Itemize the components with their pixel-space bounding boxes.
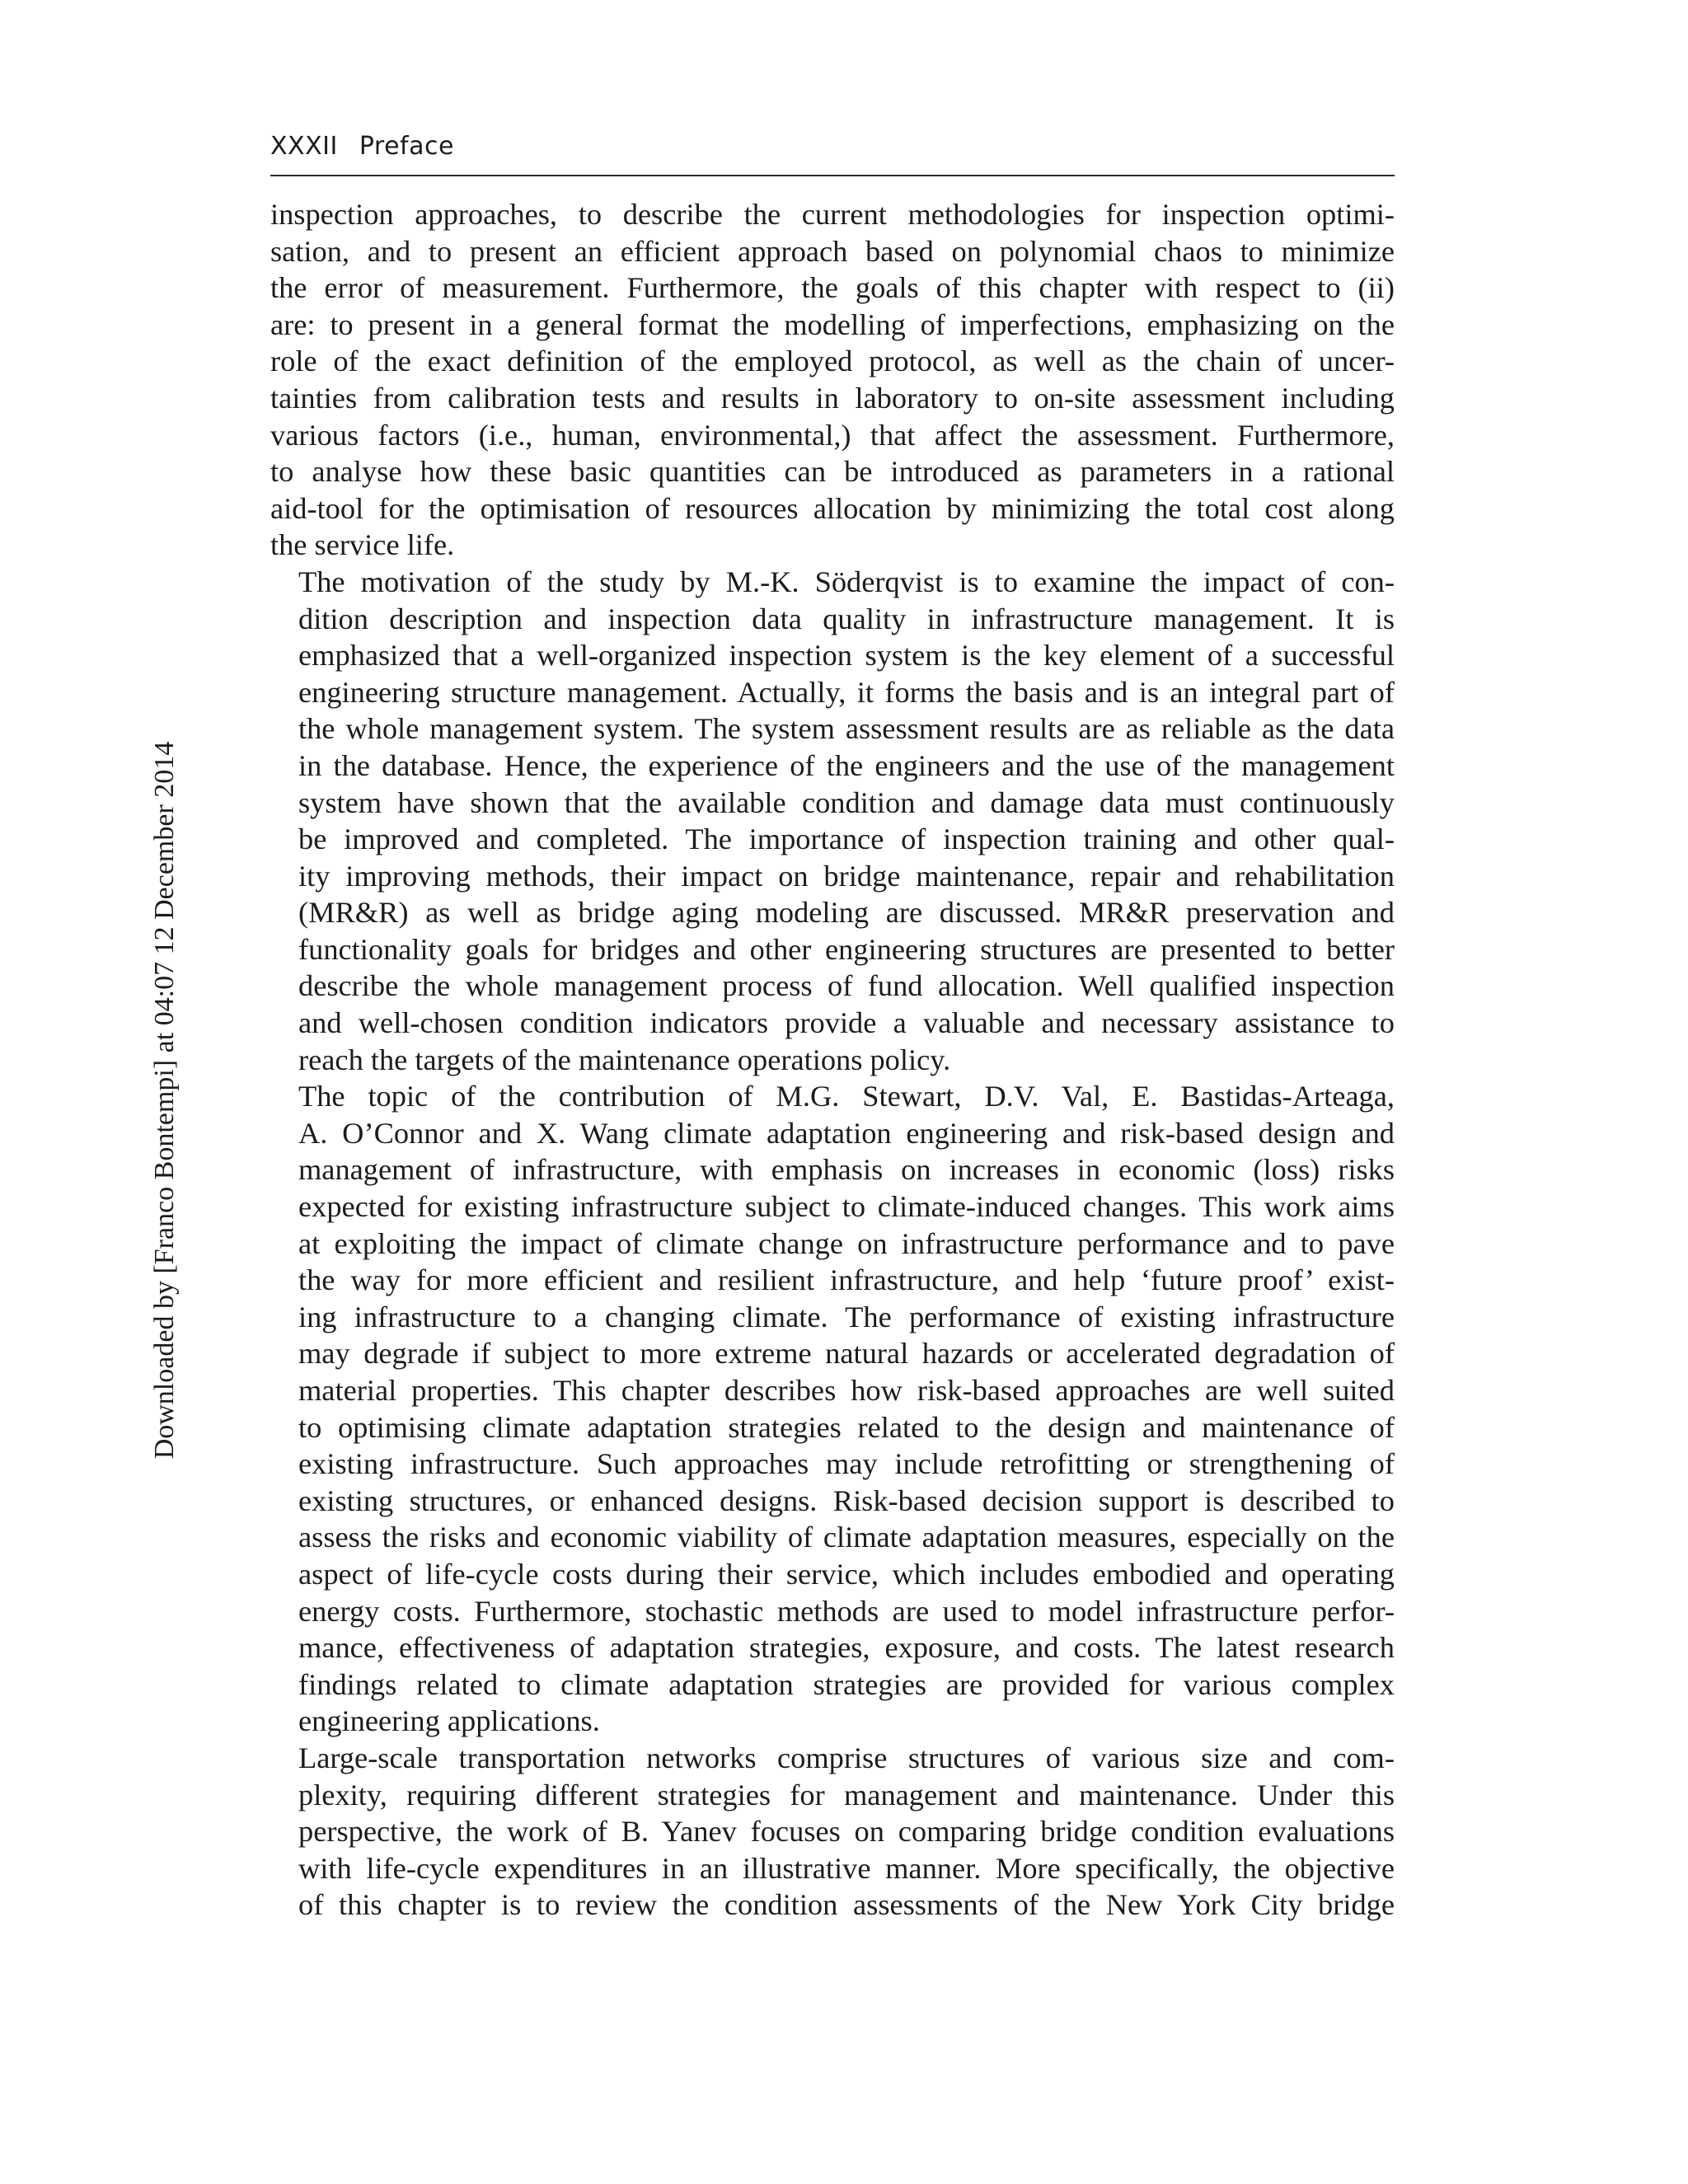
text-line: (MR&R) as well as bridge aging modeling are discussed. MR&R preservation and	[298, 896, 1395, 930]
text-line: the way for more efficient and resilient infrastructure, and help ‘future proof’ exist-	[298, 1263, 1395, 1297]
text-line: emphasized that a well-organized inspection system is the key element of a successful	[298, 639, 1395, 673]
text-line: engineering structure management. Actually, it forms the basis and is an integral part of	[298, 675, 1395, 709]
text-line: A. O’Connor and X. Wang climate adaptation engineering and risk-based design and	[298, 1116, 1395, 1150]
text-line: existing structures, or enhanced designs. Risk-based decision support is described to	[298, 1483, 1395, 1517]
text-line: The motivation of the study by M.-K. Söderqvist is to examine the impact of con-	[298, 565, 1395, 598]
text-line: aspect of life-cycle costs during their service, which includes embodied and operating	[298, 1557, 1395, 1591]
paragraph-continuation	[270, 196, 1395, 564]
download-watermark: Downloaded by [Franco Bontempi] at 04:07 12 December 2014	[149, 741, 180, 1460]
text-line: aid-tool for the optimisation of resources allocation by minimizing the total cost along	[270, 491, 1395, 525]
text-line: and well-chosen condition indicators provide a valuable and necessary assistance to	[298, 1006, 1395, 1040]
text-line: of this chapter is to review the condition assessments of the New York City bridge	[298, 1888, 1395, 1922]
text-line: tainties from calibration tests and results in laboratory to on-site assessment including	[270, 381, 1395, 415]
text-line: assess the risks and economic viability of climate adaptation measures, especially on the	[298, 1521, 1395, 1554]
text-line: sation, and to present an efficient approach based on polynomial chaos to minimize	[270, 234, 1395, 268]
text-line: the service life.	[270, 528, 455, 562]
text-line: various factors (i.e., human, environmental,) that affect the assessment. Furthermore,	[270, 418, 1395, 452]
text-line: existing infrastructure. Such approaches may include retrofitting or strengthening of	[298, 1447, 1395, 1481]
text-line: energy costs. Furthermore, stochastic methods are used to model infrastructure perfor-	[298, 1594, 1395, 1628]
text-line: in the database. Hence, the experience of the engineers and the use of the management	[298, 748, 1395, 782]
text-line: material properties. This chapter describes how risk-based approaches are well suited	[298, 1374, 1395, 1407]
text-line: system have shown that the available condition and damage data must continuously	[298, 785, 1395, 819]
text-line: engineering applications.	[298, 1704, 600, 1738]
text-line: reach the targets of the maintenance operations policy.	[298, 1043, 951, 1076]
text-line: expected for existing infrastructure subject to climate-induced changes. This work aims	[298, 1190, 1395, 1224]
text-line: ing infrastructure to a changing climate. The performance of existing infrastructure	[298, 1300, 1395, 1333]
paragraph-stewart	[270, 1078, 1395, 1740]
text-line: the whole management system. The system assessment results are as reliable as the data	[298, 712, 1395, 746]
text-line: ity improving methods, their impact on bridge maintenance, repair and rehabilitation	[298, 859, 1395, 893]
text-line: to optimising climate adaptation strategies related to the design and maintenance of	[298, 1410, 1395, 1444]
text-line: The topic of the contribution of M.G. Stewart, D.V. Val, E. Bastidas-Arteaga,	[298, 1080, 1395, 1113]
text-line: role of the exact definition of the employed protocol, as well as the chain of uncer-	[270, 344, 1395, 378]
text-line: plexity, requiring different strategies for management and maintenance. Under this	[298, 1778, 1395, 1811]
text-line: the error of measurement. Furthermore, the goals of this chapter with respect to (ii)	[270, 271, 1395, 305]
text-line: inspection approaches, to describe the current methodologies for inspection optimi-	[270, 198, 1395, 231]
text-line: dition description and inspection data quality in infrastructure management. It is	[298, 602, 1395, 635]
text-line: be improved and completed. The importance of inspection training and other qual-	[298, 823, 1395, 856]
running-header	[270, 132, 1395, 176]
text-line: findings related to climate adaptation strategies are provided for various complex	[298, 1667, 1395, 1701]
text-line: to analyse how these basic quantities can be introduced as parameters in a rational	[270, 455, 1395, 489]
text-line: describe the whole management process of fund allocation. Well qualified inspection	[298, 969, 1395, 1003]
paragraph-yanev	[270, 1740, 1395, 1924]
running-header-title: Preface	[359, 132, 454, 161]
page-number: XXXII	[270, 132, 338, 161]
text-line: with life-cycle expenditures in an illustrative manner. More specifically, the objective	[298, 1851, 1395, 1885]
text-line: functionality goals for bridges and other engineering structures are presented to better	[298, 932, 1395, 966]
text-line: are: to present in a general format the modelling of imperfections, emphasizing on the	[270, 307, 1395, 341]
body-text	[270, 196, 1395, 1924]
text-line: perspective, the work of B. Yanev focuses on comparing bridge condition evaluations	[298, 1815, 1395, 1849]
text-line: mance, effectiveness of adaptation strategies, exposure, and costs. The latest research	[298, 1631, 1395, 1665]
text-line: Large-scale transportation networks comprise structures of various size and com-	[298, 1741, 1395, 1774]
paragraph-soderqvist	[270, 564, 1395, 1078]
text-line: management of infrastructure, with emphasis on increases in economic (loss) risks	[298, 1153, 1395, 1187]
text-line: may degrade if subject to more extreme natural hazards or accelerated degradation of	[298, 1337, 1395, 1371]
text-line: at exploiting the impact of climate change on infrastructure performance and to pave	[298, 1226, 1395, 1260]
